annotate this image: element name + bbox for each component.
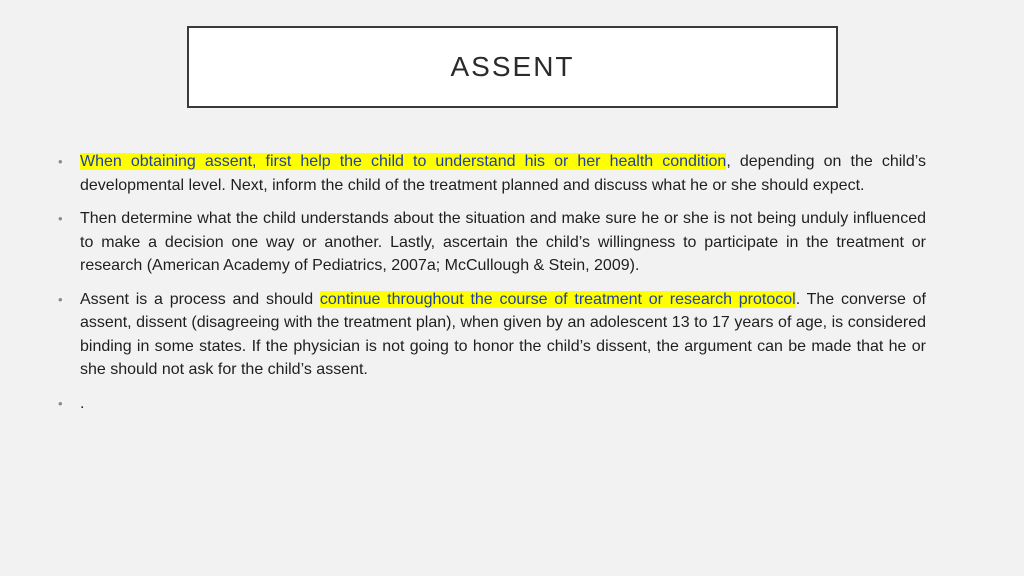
bullet-text: Assent is a process and should xyxy=(80,290,320,308)
slide-title: ASSENT xyxy=(450,51,575,82)
bullet-item-4 xyxy=(58,392,926,416)
highlighted-text: When obtaining assent, first help the child to understand his or her health condition xyxy=(80,153,727,170)
bullet-dot-icon: • xyxy=(58,154,63,169)
bullet-item-2 xyxy=(58,207,926,278)
bullet-text: . The converse of assent, dissent (disagreeing with the treatment plan), when given by an adolescent 13 to 17 years of age, is considered binding in some states. If the physician is not going to honor the child’s dissent, the argument can be made that he or she should not ask for the child’s assent. xyxy=(80,290,927,378)
bullet-list xyxy=(58,150,926,425)
bullet-item-1 xyxy=(58,150,926,197)
highlighted-text: continue throughout the course of treatment or research protocol xyxy=(319,290,796,308)
bullet-dot-icon: • xyxy=(58,211,63,226)
bullet-item-3 xyxy=(58,288,926,382)
bullet-text: Then determine what the child understands about the situation and make sure he or she is not being unduly influenced to make a decision one way or another. Lastly, ascertain the child’s willingness to participate in the treatment or research (American Academy of Pediatrics, 2007a; McCullough & Stein, 2009). xyxy=(80,210,926,274)
bullet-text: . xyxy=(80,394,85,412)
bullet-dot-icon: • xyxy=(58,395,63,411)
title-box xyxy=(187,26,838,108)
bullet-dot-icon: • xyxy=(58,291,63,307)
bullet-text: , depending on the child’s developmental level. Next, inform the child of the treatment planned and discuss what he or she should expect. xyxy=(80,153,927,194)
